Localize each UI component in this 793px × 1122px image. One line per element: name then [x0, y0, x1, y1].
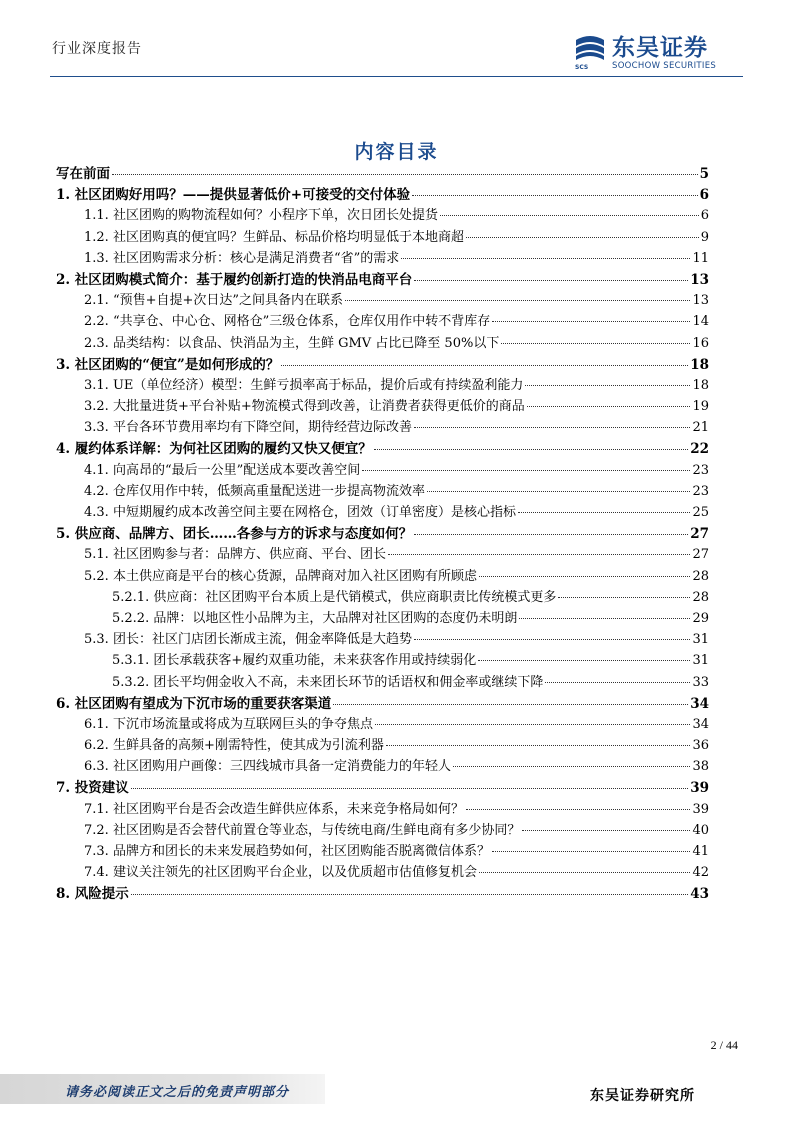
toc-entry[interactable]: [56, 289, 709, 310]
toc-entry-label: 7. 投资建议: [56, 780, 129, 797]
toc-entry[interactable]: [56, 226, 709, 247]
toc-entry-label: 4.3. 中短期履约成本改善空间主要在网格仓，团效（订单密度）是核心指标: [84, 505, 516, 520]
toc-entry-label: 1.1. 社区团购的购物流程如何？小程序下单，次日团长处提货: [84, 208, 438, 224]
toc-entry-label: 7.4. 建议关注领先的社区团购平台企业，以及优质超市估值修复机会: [84, 865, 477, 881]
toc-entry[interactable]: [56, 437, 709, 458]
toc-leader-dots: [522, 830, 690, 831]
page-number: 2 / 44: [710, 1038, 738, 1052]
institute-name: 东吴证券研究所: [590, 1088, 695, 1104]
toc-leader-dots: [479, 872, 691, 873]
toc-entry-label: 2.3. 品类结构：以食品、快消品为主，生鲜 GMV 占比已降至 50%以下: [84, 335, 500, 351]
toc-leader-dots: [362, 470, 690, 471]
toc-entry-label: 7.3. 品牌方和团长的未来发展趋势如何，社区团购能否脱离微信体系？: [84, 844, 490, 859]
toc-entry-page: 5: [699, 166, 709, 182]
toc-entry[interactable]: [56, 268, 709, 289]
brand-logo: [572, 34, 742, 74]
toc-entry-page: 31: [692, 653, 709, 669]
toc-leader-dots: [501, 343, 690, 344]
toc-entry-page: 34: [692, 716, 709, 732]
toc-entry-label: 6. 社区团购有望成为下沉市场的重要获客渠道: [56, 695, 332, 712]
toc-leader-dots: [479, 576, 691, 577]
toc-entry[interactable]: [56, 332, 709, 353]
toc-entry-label: 5.2.1. 供应商：社区团购平台本质上是代销模式，供应商职责比传统模式更多: [112, 589, 557, 605]
toc-leader-dots: [414, 280, 688, 281]
toc-entry-page: 31: [692, 632, 709, 648]
disclaimer-text: 请务必阅读正文之后的免责声明部分: [65, 1085, 290, 1100]
toc-entry[interactable]: [56, 162, 709, 183]
toc-entry[interactable]: [56, 649, 709, 670]
toc-leader-dots: [388, 554, 691, 555]
toc-entry-page: 18: [692, 377, 709, 393]
toc-entry-page: 9: [700, 229, 709, 245]
toc-entry[interactable]: [56, 459, 709, 480]
toc-entry[interactable]: [56, 692, 709, 713]
toc-entry[interactable]: [56, 607, 709, 628]
toc-entry[interactable]: [56, 776, 709, 797]
toc-entry-label: 4.2. 仓库仅用作中转，低频高重量配送进一步提高物流效率: [84, 483, 425, 499]
toc-entry-label: 5.3.2. 团长平均佣金收入不高，未来团长环节的话语权和佣金率或继续下降: [112, 674, 544, 690]
logo-english-name: SOOCHOW SECURITIES: [612, 61, 717, 71]
toc-leader-dots: [518, 512, 691, 513]
toc-entry[interactable]: [56, 501, 709, 522]
toc-title: 内容目录: [354, 141, 439, 163]
toc-entry-page: 23: [692, 483, 709, 499]
toc-leader-dots: [386, 745, 691, 746]
toc-entry[interactable]: [56, 755, 709, 776]
toc-leader-dots: [375, 724, 691, 725]
toc-entry-page: 28: [692, 589, 709, 605]
toc-entry[interactable]: [56, 543, 709, 564]
toc-entry-page: 27: [692, 547, 709, 563]
toc-entry-page: 18: [690, 356, 709, 373]
toc-entry-page: 43: [690, 886, 709, 903]
toc-entry-label: 5.3. 团长：社区门店团长渐成主流，佣金率降低是大趋势: [84, 632, 412, 648]
toc-leader-dots: [333, 704, 688, 705]
toc-leader-dots: [414, 639, 691, 640]
toc-entry[interactable]: [56, 247, 709, 268]
disclaimer-banner: [0, 1074, 325, 1104]
toc-entry-page: 33: [692, 674, 709, 690]
toc-entry-page: 6: [699, 187, 709, 204]
toc-entry-label: 8. 风险提示: [56, 886, 129, 903]
toc-entry-page: 41: [692, 844, 709, 859]
toc-entry-page: 6: [700, 208, 709, 224]
toc-entry[interactable]: [56, 416, 709, 437]
toc-leader-dots: [478, 660, 690, 661]
toc-entry[interactable]: [56, 183, 709, 204]
logo-mark-text: SCS: [575, 64, 589, 71]
toc-entry-label: 3.2. 大批量进货+平台补贴+物流模式得到改善，让消费者获得更低价的商品: [84, 399, 525, 415]
toc-entry[interactable]: [56, 798, 709, 819]
toc-entry-label: 7.2. 社区团购是否会替代前置仓等业态，与传统电商/生鲜电商有多少协同？: [84, 822, 521, 838]
toc-entry[interactable]: [56, 353, 709, 374]
toc-entry-label: 2.2. “共享仓、中心仓、网格仓”三级仓体系，仓库仅用作中转不背库存: [84, 314, 491, 330]
toc-entry[interactable]: [56, 734, 709, 755]
toc-leader-dots: [281, 365, 688, 366]
toc-leader-dots: [545, 682, 690, 683]
toc-entry-label: 5.1. 社区团购参与者：品牌方、供应商、平台、团长: [84, 547, 386, 563]
toc-entry-label: 1. 社区团购好用吗？——提供显著低价+可接受的交付体验: [56, 187, 411, 204]
toc-entry-page: 36: [692, 738, 709, 754]
toc-entry-page: 39: [692, 801, 709, 817]
toc-entry-label: 3.3. 平台各环节费用率均有下降空间，期待经营边际改善: [84, 420, 412, 436]
toc-entry[interactable]: [56, 374, 709, 395]
toc-leader-dots: [414, 534, 688, 535]
toc-entry[interactable]: [56, 840, 709, 861]
toc-entry-label: 1.2. 社区团购真的便宜吗？生鲜品、标品价格均明显低于本地商超: [84, 229, 464, 245]
toc-entry[interactable]: [56, 310, 709, 331]
toc-entry-label: 5.3.1. 团长承载获客+履约双重功能，未来获客作用或持续弱化: [112, 653, 477, 669]
toc-entry-page: 13: [690, 271, 709, 288]
toc-leader-dots: [466, 237, 699, 238]
toc-entry[interactable]: [56, 628, 709, 649]
toc-entry-page: 25: [692, 505, 709, 520]
toc-entry-label: 4. 履约体系详解：为何社区团购的履约又快又便宜？: [56, 441, 372, 458]
toc-leader-dots: [466, 809, 691, 810]
toc-leader-dots: [412, 195, 697, 196]
toc-entry-label: 4.1. 向高昂的“最后一公里”配送成本要改善空间: [84, 462, 361, 478]
toc-leader-dots: [440, 215, 699, 216]
toc-leader-dots: [492, 851, 691, 852]
toc-entry-page: 34: [690, 695, 709, 712]
toc-leader-dots: [427, 491, 691, 492]
toc-entry-page: 22: [690, 441, 709, 458]
toc-entry-label: 2. 社区团购模式简介：基于履约创新打造的快消品电商平台: [56, 271, 413, 288]
toc-leader-dots: [519, 618, 690, 619]
toc-entry[interactable]: [56, 713, 709, 734]
toc-leader-dots: [453, 766, 691, 767]
toc-entry-label: 写在前面: [56, 166, 110, 182]
toc-entry-page: 27: [690, 526, 709, 543]
toc-entry-page: 21: [692, 420, 709, 436]
toc-entry-label: 6.1. 下沉市场流量或将成为互联网巨头的争夺焦点: [84, 716, 373, 732]
table-of-contents: [56, 162, 709, 904]
toc-entry-label: 5.2. 本土供应商是平台的核心货源，品牌商对加入社区团购有所顾虑: [84, 568, 477, 584]
toc-entry-page: 11: [692, 250, 709, 266]
toc-entry-label: 3.1. UE（单位经济）模型：生鲜亏损率高于标品，提价后或有持续盈利能力: [84, 377, 524, 393]
logo-chinese-name: 东吴证券: [612, 35, 708, 61]
toc-entry-label: 7.1. 社区团购平台是否会改造生鲜供应体系，未来竞争格局如何？: [84, 801, 464, 817]
toc-entry-label: 3. 社区团购的“便宜”是如何形成的？: [56, 356, 280, 373]
toc-leader-dots: [345, 300, 690, 301]
toc-entry-label: 5.2.2. 品牌：以地区性小品牌为主，大品牌对社区团购的态度仍未明朗: [112, 610, 518, 626]
toc-entry-page: 14: [692, 314, 709, 330]
toc-leader-dots: [112, 174, 698, 175]
toc-leader-dots: [525, 385, 690, 386]
toc-entry-page: 29: [692, 610, 709, 626]
toc-entry-label: 6.2. 生鲜具备的高频+刚需特性，使其成为引流利器: [84, 738, 384, 754]
toc-entry-page: 19: [692, 399, 709, 415]
toc-entry-page: 38: [692, 759, 709, 775]
toc-entry-label: 5. 供应商、品牌方、团长……各参与方的诉求与态度如何？: [56, 526, 413, 543]
report-type-label: 行业深度报告: [52, 41, 142, 57]
toc-entry[interactable]: [56, 565, 709, 586]
toc-leader-dots: [414, 427, 691, 428]
toc-leader-dots: [527, 406, 691, 407]
toc-entry-label: 1.3. 社区团购需求分析：核心是满足消费者“省”的需求: [84, 250, 400, 266]
toc-entry[interactable]: [56, 395, 709, 416]
toc-entry-page: 23: [692, 462, 709, 478]
toc-leader-dots: [492, 321, 690, 322]
toc-entry[interactable]: [56, 204, 709, 225]
toc-entry[interactable]: [56, 480, 709, 501]
toc-entry-page: 16: [692, 335, 709, 351]
toc-entry-page: 28: [692, 568, 709, 584]
toc-entry[interactable]: [56, 861, 709, 882]
toc-entry[interactable]: [56, 671, 709, 692]
header-divider: [50, 76, 743, 77]
toc-leader-dots: [131, 788, 688, 789]
toc-entry[interactable]: [56, 882, 709, 903]
toc-leader-dots: [131, 894, 688, 895]
toc-leader-dots: [558, 597, 690, 598]
toc-leader-dots: [374, 449, 688, 450]
toc-entry-label: 2.1. “预售+自提+次日达”之间具备内在联系: [84, 293, 344, 309]
toc-entry-page: 40: [692, 822, 709, 838]
toc-entry[interactable]: [56, 522, 709, 543]
toc-entry[interactable]: [56, 586, 709, 607]
toc-entry-page: 39: [690, 780, 709, 797]
toc-leader-dots: [401, 258, 690, 259]
toc-entry-label: 6.3. 社区团购用户画像：三四线城市具备一定消费能力的年轻人: [84, 759, 451, 775]
toc-entry-page: 42: [692, 865, 709, 881]
toc-entry-page: 13: [692, 293, 709, 309]
toc-entry[interactable]: [56, 819, 709, 840]
